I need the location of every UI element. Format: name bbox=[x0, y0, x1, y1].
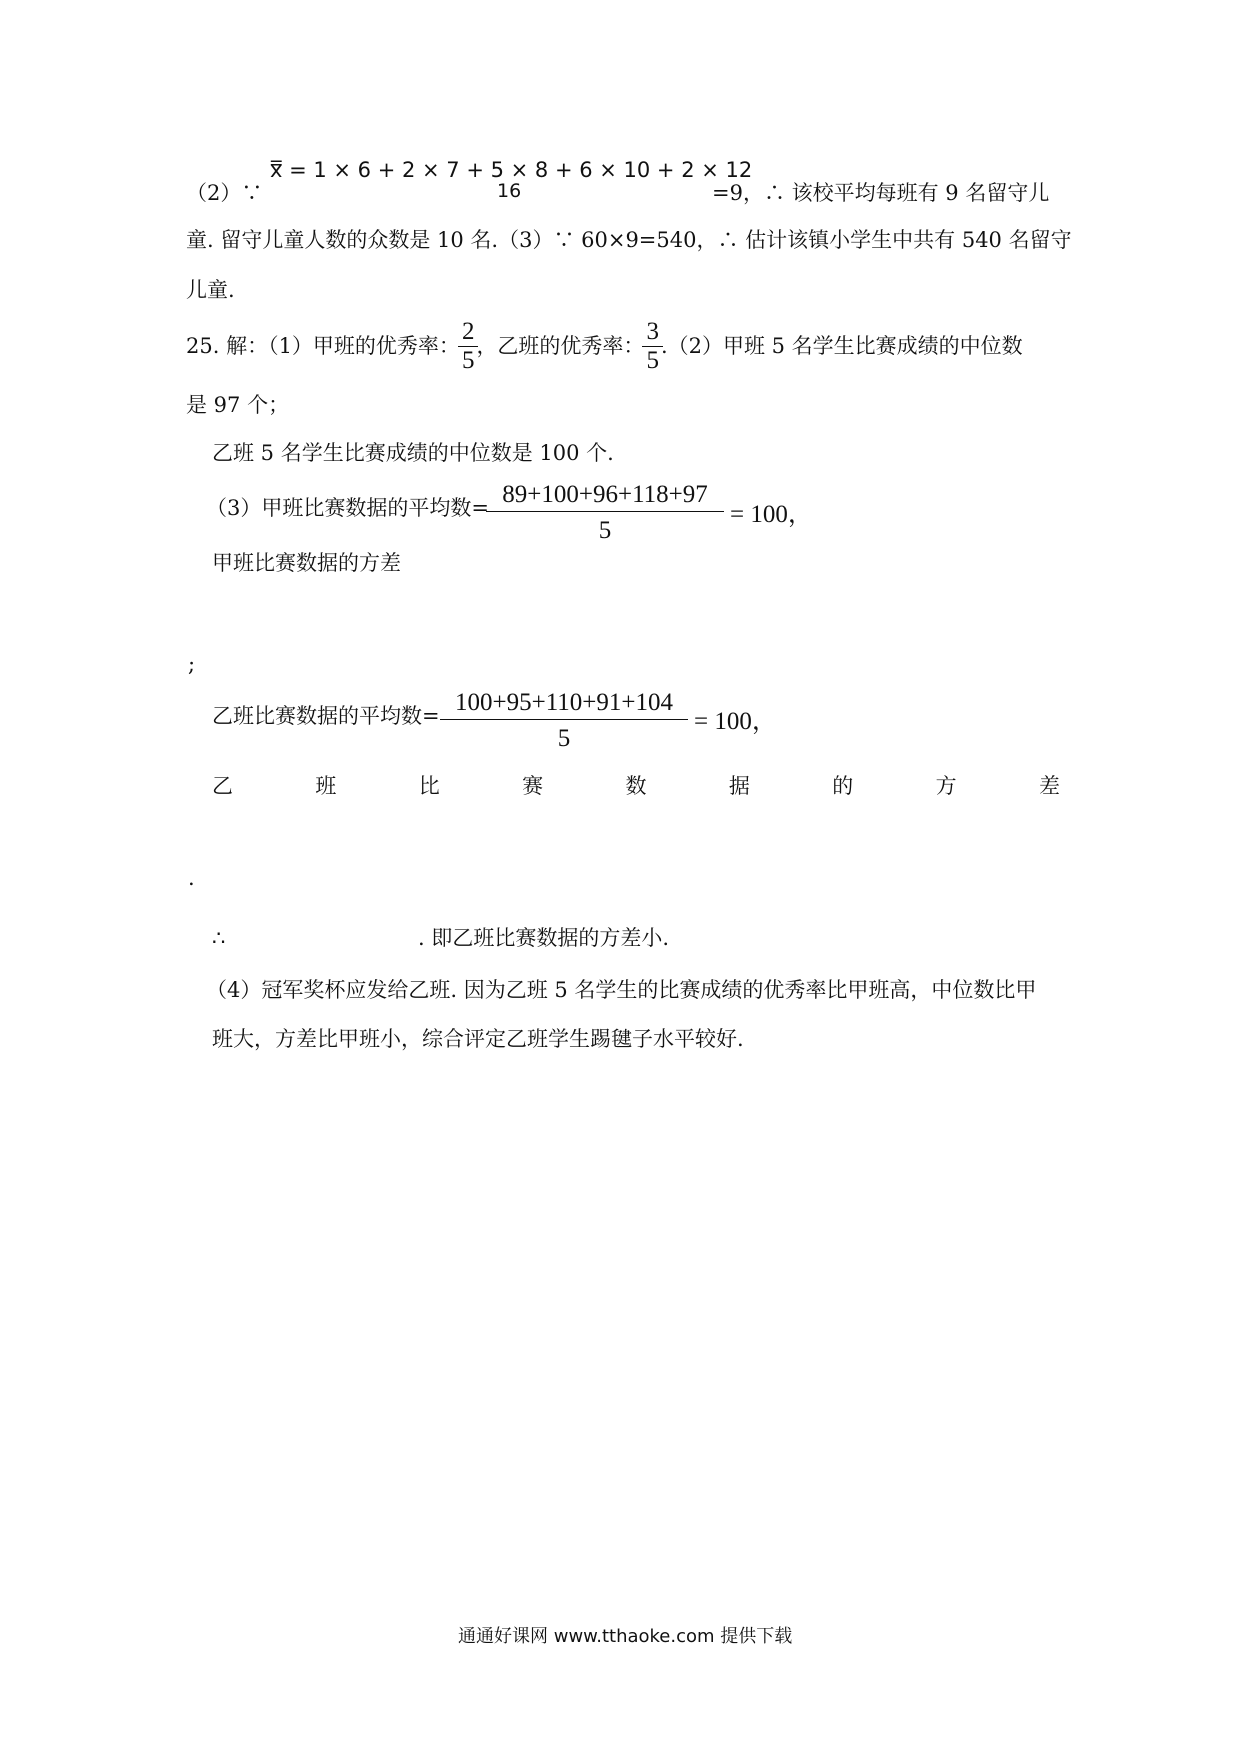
q25-line2: 是 97 个； bbox=[186, 393, 290, 417]
q24-mean-formula-denominator: 16 bbox=[497, 180, 522, 202]
jia-mean-denominator: 5 bbox=[598, 517, 612, 544]
yi-excellent-rate-fraction bbox=[644, 318, 661, 374]
yi-mean-denominator: 5 bbox=[557, 725, 571, 752]
yi-variance-char: 方 bbox=[935, 774, 957, 798]
q24-part2-text: =9，∴ 该校平均每班有 9 名留守儿 bbox=[712, 181, 1050, 205]
yi-variance-period: . bbox=[188, 866, 195, 890]
yi-variance-char: 班 bbox=[315, 774, 337, 798]
jia-variance-label: 甲班比赛数据的方差 bbox=[212, 551, 401, 575]
jia-mean-result: = 100， bbox=[730, 501, 813, 528]
q25-mid: ，乙班的优秀率： bbox=[476, 333, 645, 358]
yi-mean-numerator: 100+95+110+91+104 bbox=[440, 690, 688, 720]
jia-mean-fraction bbox=[486, 482, 724, 543]
variance-conclusion: . 即乙班比赛数据的方差小. bbox=[418, 926, 670, 950]
jia-mean-numerator: 89+100+96+118+97 bbox=[486, 482, 724, 512]
q25-part4-line1: （4）冠军奖杯应发给乙班. 因为乙班 5 名学生的比赛成绩的优秀率比甲班高，中位数比甲 bbox=[206, 978, 1037, 1002]
therefore-symbol: ∴ bbox=[212, 926, 226, 950]
q24-part2-prefix: （2）∵ bbox=[186, 181, 263, 205]
page-footer: 通通好课网 www.tthaoke.com 提供下载 bbox=[458, 1626, 793, 1647]
yi-variance-char: 的 bbox=[832, 774, 854, 798]
jia-mean-label: （3）甲班比赛数据的平均数= bbox=[206, 496, 489, 520]
q24-line3: 儿童. bbox=[186, 278, 235, 302]
q25-line3: 乙班 5 名学生比赛成绩的中位数是 100 个. bbox=[212, 441, 614, 465]
yi-variance-label bbox=[212, 770, 1060, 800]
q25-intro: 25. 解：（1）甲班的优秀率： bbox=[186, 333, 460, 358]
yi-variance-char: 比 bbox=[418, 774, 440, 798]
yi-variance-char: 据 bbox=[728, 774, 750, 798]
yi-mean-label: 乙班比赛数据的平均数= bbox=[212, 704, 440, 728]
fraction-numerator: 2 bbox=[461, 318, 475, 345]
q25-part4-line2: 班大，方差比甲班小，综合评定乙班学生踢毽子水平较好. bbox=[212, 1027, 744, 1051]
q24-mean-formula: x̿ = 1 × 6 + 2 × 7 + 5 × 8 + 6 × 10 + 2 × 12 bbox=[270, 158, 753, 182]
q25-part1-line bbox=[186, 316, 1023, 376]
fraction-numerator: 3 bbox=[646, 318, 659, 345]
yi-variance-char: 赛 bbox=[522, 774, 544, 798]
yi-variance-char: 乙 bbox=[212, 774, 233, 798]
jia-excellent-rate-fraction bbox=[460, 318, 477, 374]
jia-variance-semicolon: ; bbox=[188, 652, 196, 676]
fraction-denominator: 5 bbox=[458, 346, 479, 375]
yi-variance-char: 差 bbox=[1039, 774, 1060, 798]
yi-mean-fraction bbox=[440, 690, 688, 751]
q25-tail: .（2）甲班 5 名学生比赛成绩的中位数 bbox=[660, 333, 1023, 358]
fraction-denominator: 5 bbox=[642, 346, 663, 375]
yi-variance-char: 数 bbox=[625, 774, 647, 798]
yi-mean-result: = 100， bbox=[694, 708, 777, 735]
q24-line2: 童. 留守儿童人数的众数是 10 名.（3）∵ 60×9=540，∴ 估计该镇小学生中共有 540 名留守 bbox=[186, 228, 1072, 252]
